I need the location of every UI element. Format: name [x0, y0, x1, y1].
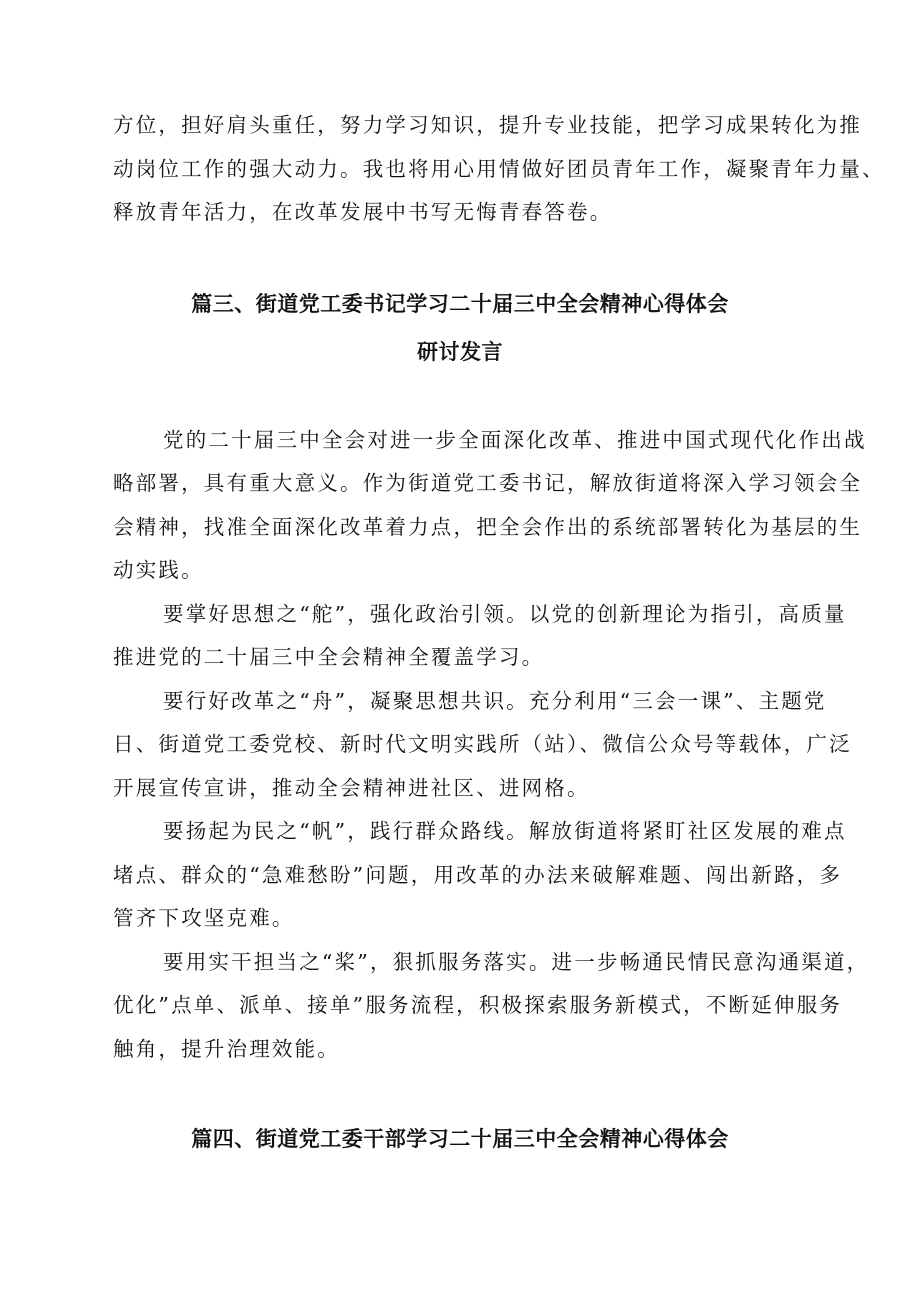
paragraph-line: 党的二十届三中全会对进一步全面深化改革、推进中国式现代化作出战 — [163, 428, 867, 452]
paragraph-line: 开展宣传宣讲，推动全会精神进社区、进网格。 — [113, 776, 590, 800]
intro-line: 释放青年活力，在改革发展中书写无悔青春答卷。 — [113, 200, 613, 224]
intro-line: 动岗位工作的强大动力。我也将用心用情做好团员青年工作，凝聚青年力量、 — [113, 157, 885, 181]
paragraph-line: 堵点、群众的“急难愁盼”问题，用改革的办法来破解难题、闯出新路，多 — [113, 863, 843, 887]
section-3-title: 篇三、街道党工委书记学习二十届三中全会精神心得体会 — [191, 292, 729, 316]
paragraph-line: 触角，提升治理效能。 — [113, 1037, 340, 1061]
section-4-title: 篇四、街道党工委干部学习二十届三中全会精神心得体会 — [191, 1127, 729, 1151]
paragraph-line: 要行好改革之“舟”，凝聚思想共识。充分利用“三会一课”、主题党 — [163, 689, 827, 713]
paragraph-line: 日、街道党工委党校、新时代文明实践所（站）、微信公众号等载体，广泛 — [113, 732, 852, 756]
paragraph-line: 要掌好思想之“舵”，强化政治引领。以党的创新理论为指引，高质量 — [163, 602, 847, 626]
paragraph-line: 推进党的二十届三中全会精神全覆盖学习。 — [113, 645, 545, 669]
paragraph-line: 略部署，具有重大意义。作为街道党工委书记，解放街道将深入学习领会全 — [113, 471, 863, 495]
section-3-subtitle: 研讨发言 — [417, 340, 503, 364]
intro-line: 方位，担好肩头重任，努力学习知识，提升专业技能，把学习成果转化为推 — [113, 113, 863, 137]
paragraph-line: 优化”点单、派单、接单”服务流程，积极探索服务新模式，不断延伸服务 — [113, 993, 843, 1017]
paragraph-line: 管齐下攻坚克难。 — [113, 906, 295, 930]
paragraph-line: 要用实干担当之“桨”，狠抓服务落实。进一步畅通民情民意沟通渠道， — [163, 950, 870, 974]
paragraph-line: 要扬起为民之“帆”，践行群众路线。解放街道将紧盯社区发展的难点 — [163, 819, 847, 843]
paragraph-line: 动实践。 — [113, 558, 204, 582]
paragraph-line: 会精神，找准全面深化改革着力点，把全会作出的系统部署转化为基层的生 — [113, 515, 863, 539]
